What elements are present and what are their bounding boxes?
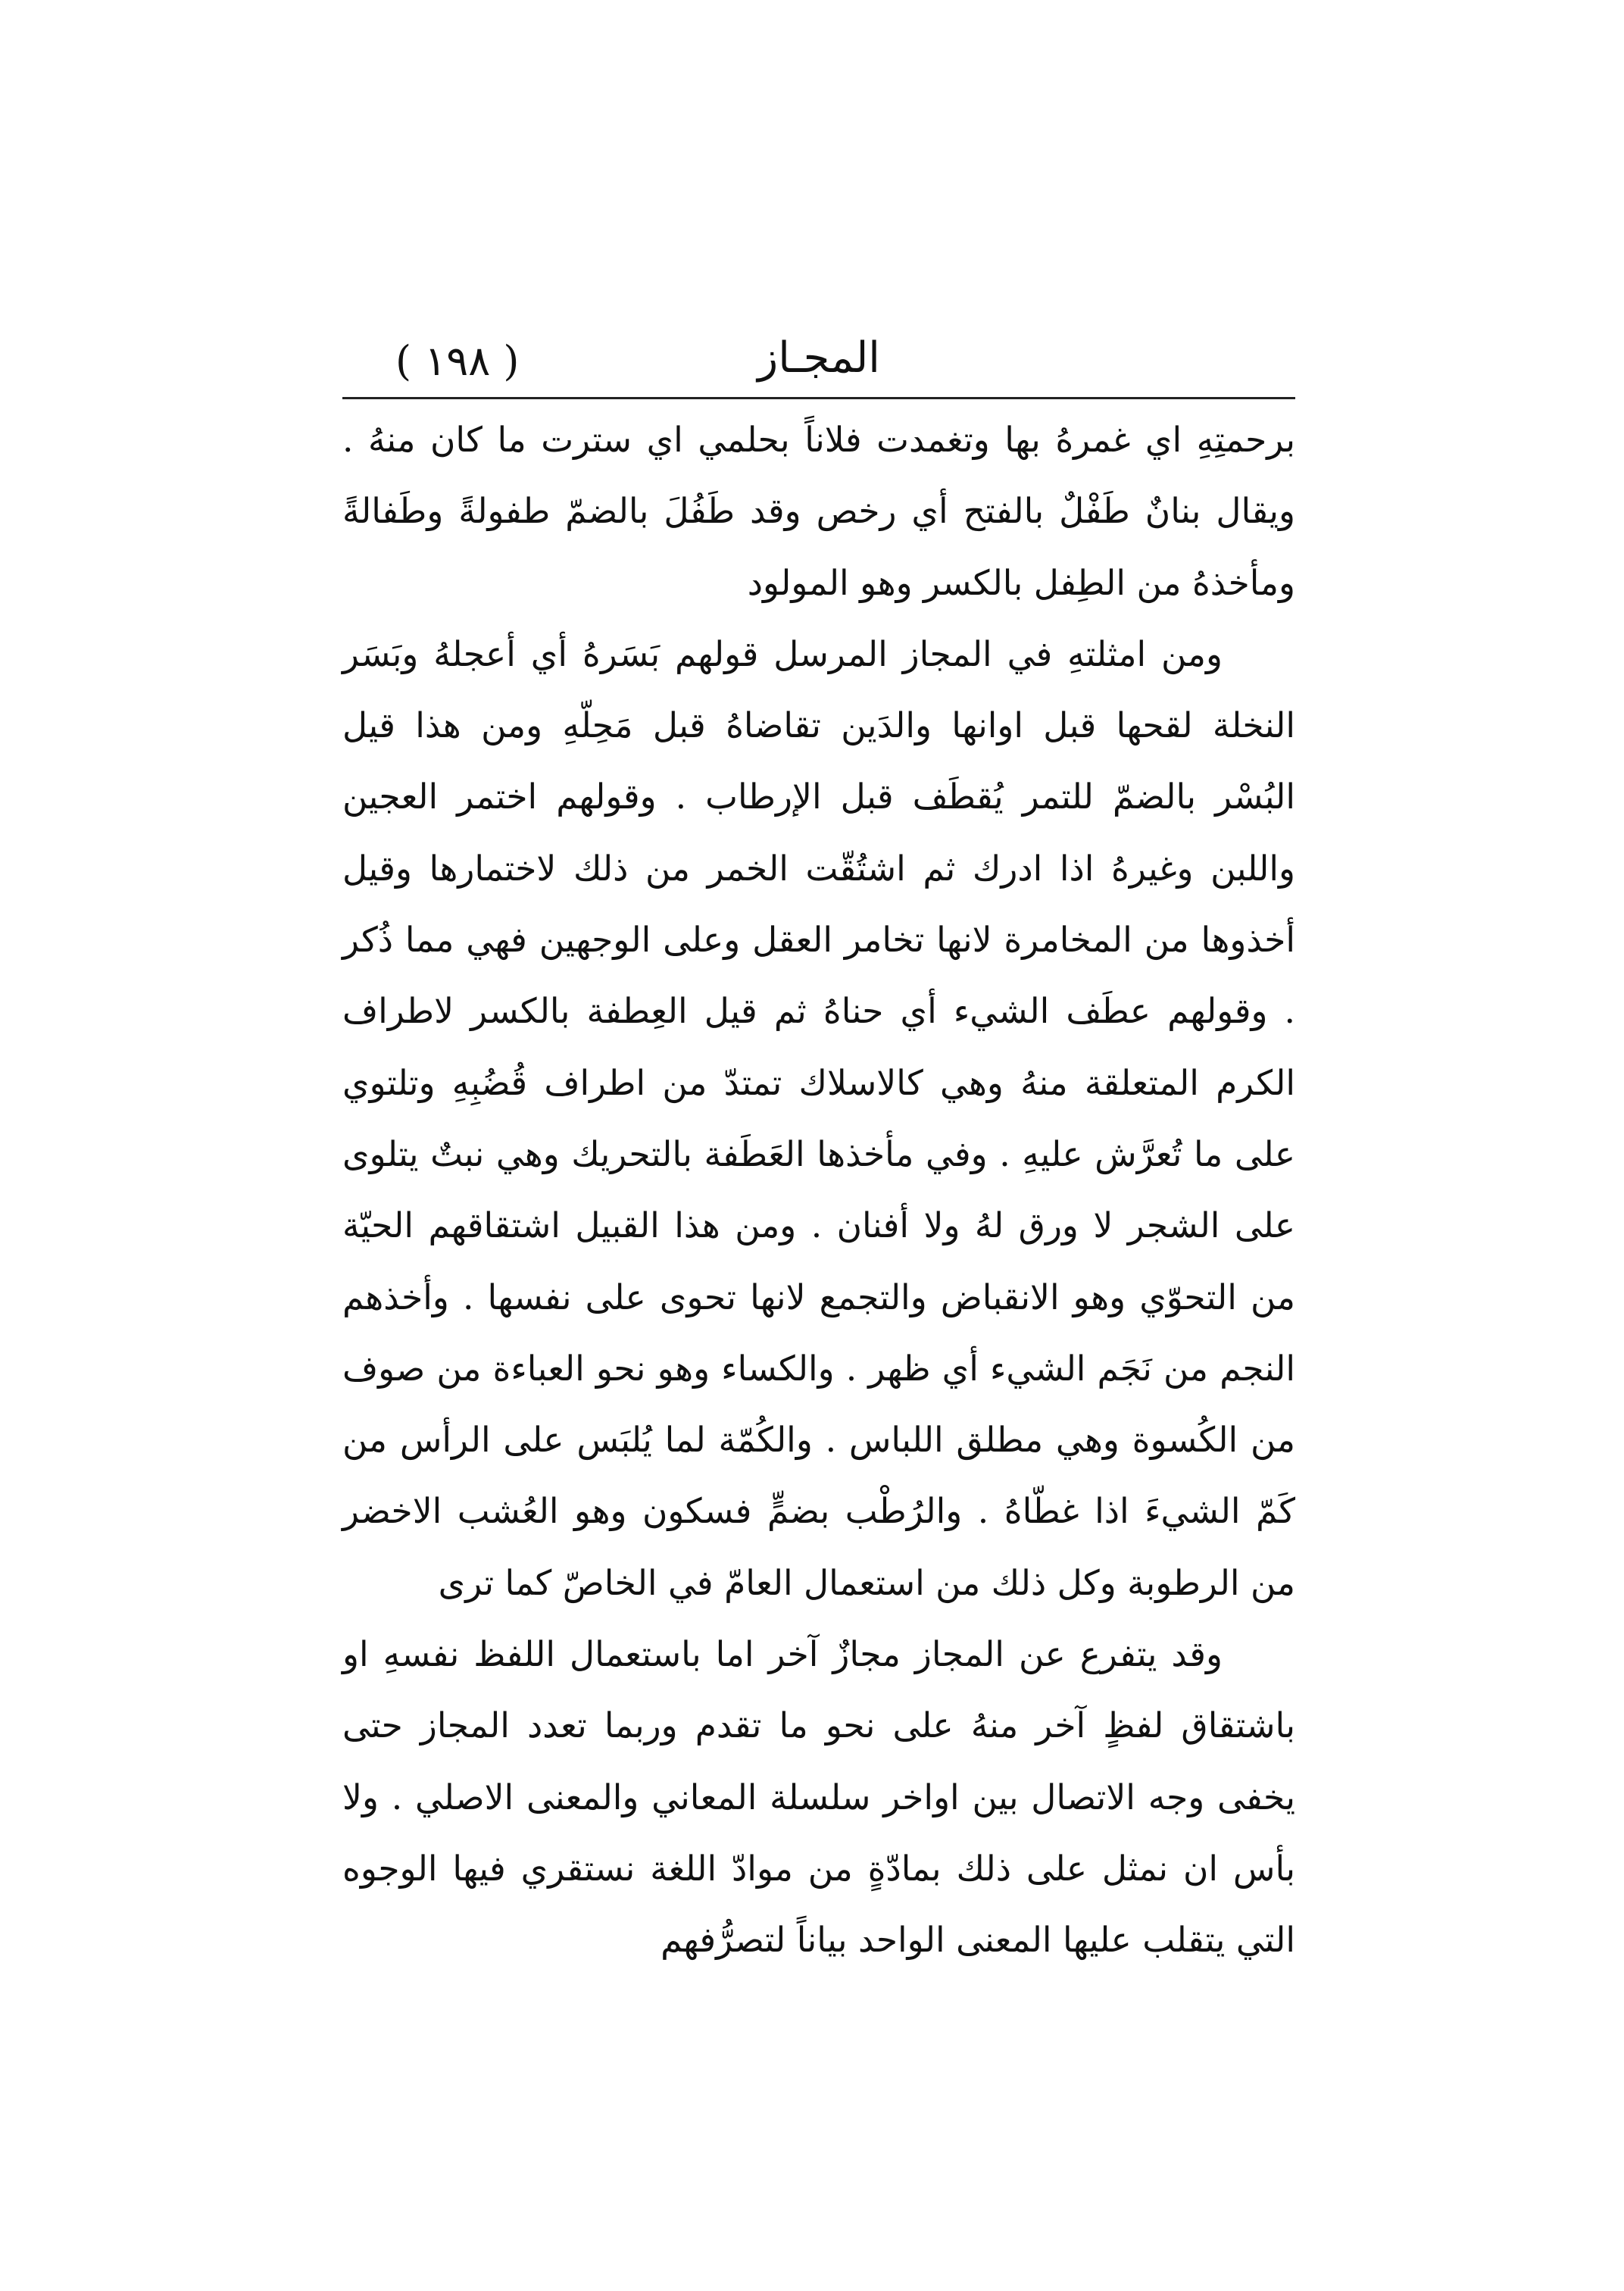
book-page [342, 318, 1295, 1985]
paragraph: برحمتِهِ اي غمرهُ بها وتغمدت فلاناً بحلمي اي سترت ما كان منهُ . ويقال بنانٌ طَفْلٌ بالفتح أي رخص وقد طَفُلَ بالضمّ طفولةً وطَفالةً ومأخذهُ من الطِفل بالكسر وهو المولود [342, 420, 1296, 603]
page-number: ( ١٩٨ ) [395, 337, 520, 385]
running-head [342, 318, 1295, 402]
body-text [342, 405, 1295, 1977]
header-rule [342, 397, 1295, 399]
page-title: المجـاز [757, 333, 880, 383]
paragraph: ومن امثلتهِ في المجاز المرسل قولهم بَسَرهُ أي أعجلهُ وبَسَر النخلة لقحها قبل اوانها والدَين تقاضاهُ قبل مَحِلّهِ ومن هذا قيل البُسْر بالضمّ للتمر يُقطَف قبل الإرطاب . وقولهم اختمر العجين واللبن وغيرهُ اذا ادرك ثم اشتُقّت الخمر من ذلك لاختمارها وقيل أخذوها من المخامرة لانها تخامر العقل وعلى الوجهين فهي مما ذُكر . وقولهم عطَف الشيء أي حناهُ ثم قيل العِطفة بالكسر لاطراف الكرم المتعلقة منهُ وهي كالاسلاك تمتدّ من اطراف قُضُبِهِ وتلتوي على ما تُعرَّش عليهِ . وفي مأخذها العَطَفة بالتحريك وهي نبتٌ يتلوى على الشجر لا ورق لهُ ولا أفنان . ومن هذا القبيل اشتقاقهم الحيّة من التحوّي وهو الانقباض والتجمع لانها تحوى على نفسها . وأخذهم النجم من نَجَم الشيء أي ظهر . والكساء وهو نحو العباءة من صوف من الكُسوة وهي مطلق اللباس . والكُمّة لما يُلبَس على الرأس من كَمّ الشيءَ اذا غطّاهُ . والرُطْب بضمٍّ فسكون وهو العُشب الاخضر من الرطوبة وكل ذلك من استعمال العامّ في الخاصّ كما ترى [342, 633, 1295, 1603]
paragraph: وقد يتفرع عن المجاز مجازٌ آخر اما باستعمال اللفظ نفسهِ او باشتقاق لفظٍ آخر منهُ على نحو ما تقدم وربما تعدد المجاز حتى يخفى وجه الاتصال بين اواخر سلسلة المعاني والمعنى الاصلي . ولا بأس ان نمثل على ذلك بمادّةٍ من موادّ اللغة نستقري فيها الوجوه التي يتقلب عليها المعنى الواحد بياناً لتصرُّفهم [342, 1634, 1295, 1961]
